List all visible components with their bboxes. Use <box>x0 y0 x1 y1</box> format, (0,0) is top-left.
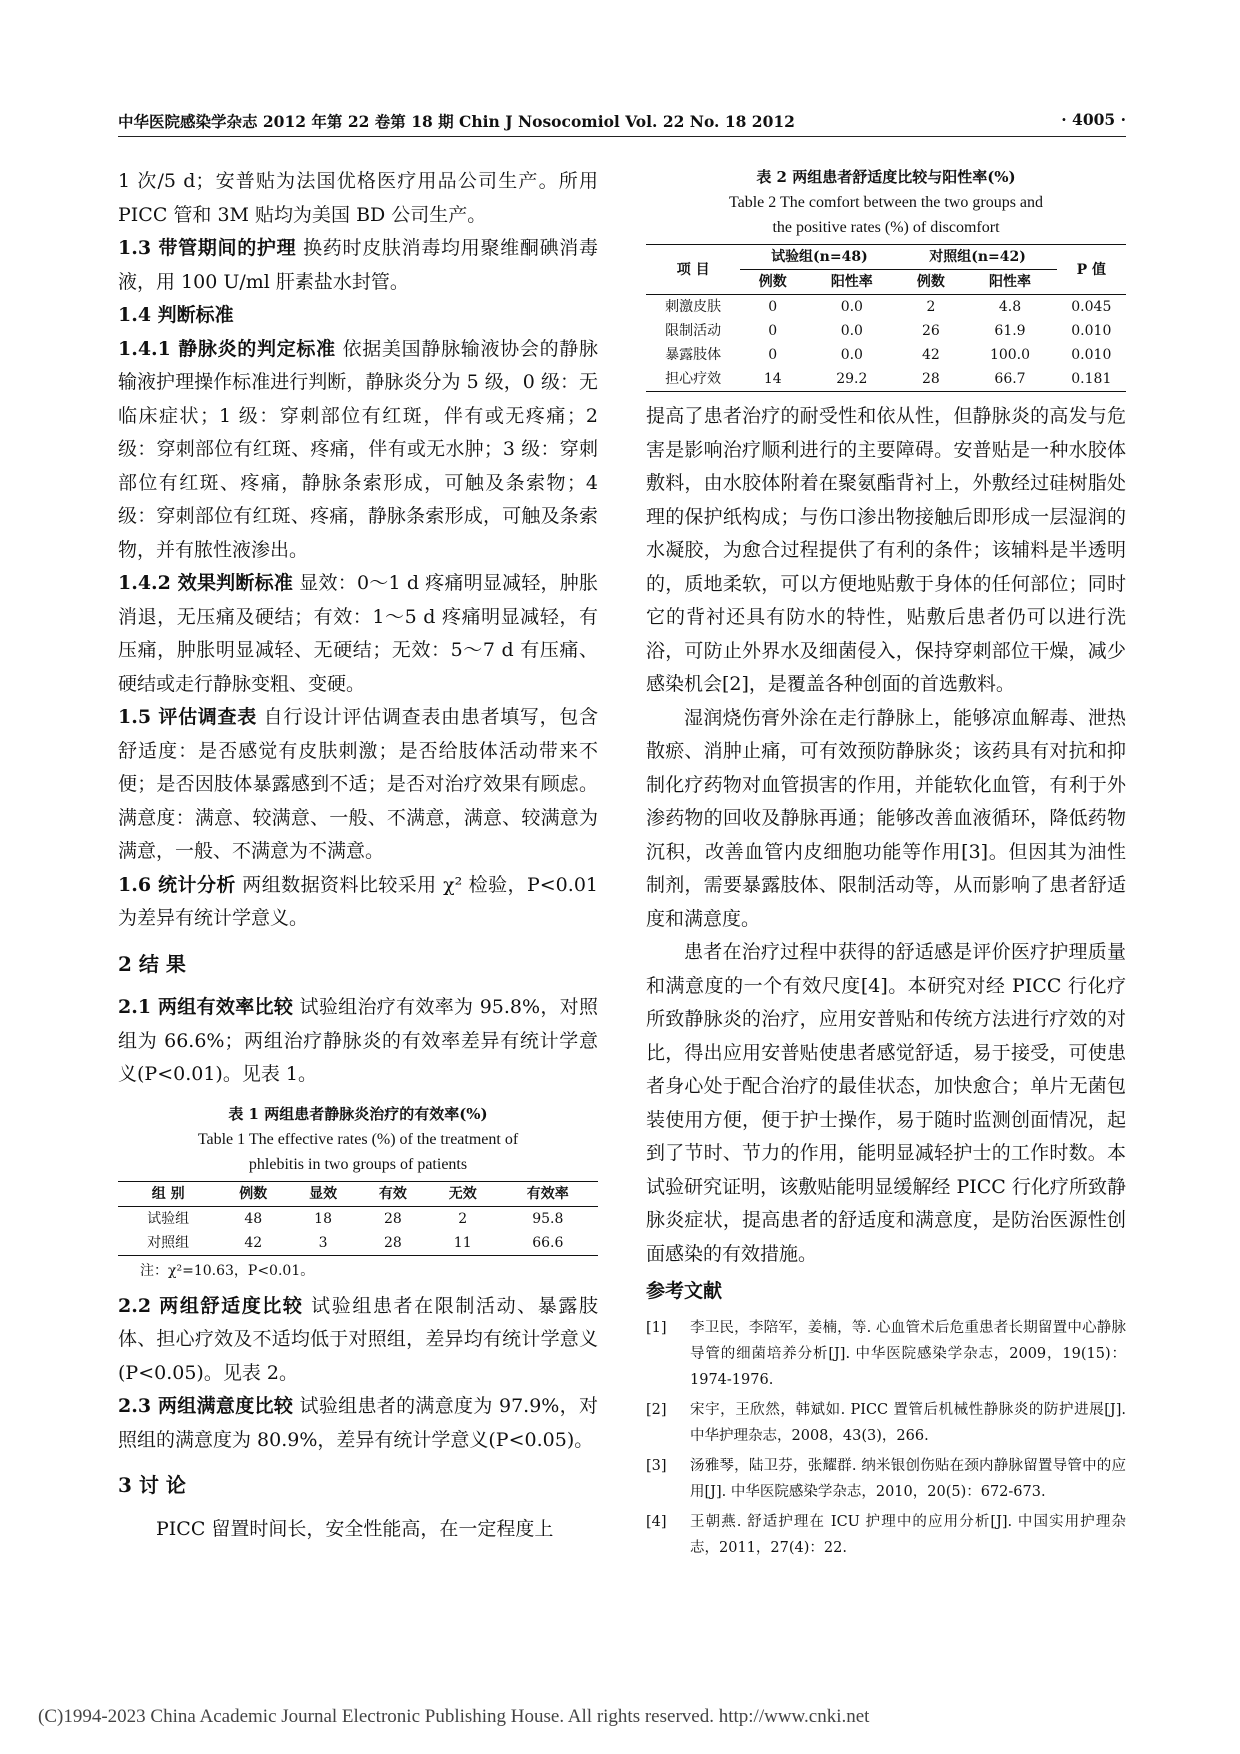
paragraph: 患者在治疗过程中获得的舒适感是评价医疗护理质量和满意度的一个有效尺度[4]。本研究对经 PICC 行化疗所致静脉炎的治疗，应用安普贴和传统方法进行疗效的对比，得出应用安普贴使患者感觉舒适，易于接受，可使患者身心处于配合治疗的最佳状态，加快愈合；单片无菌包装使用方便，便于护士操作，易于随时监测创面情况，起到了节时、节力的作用，能明显减轻护士的工作时数。本试验研究证明，该敷贴能明显缓解经 PICC 行化疗所致静脉炎症状，提高患者的舒适度和满意度，是防治医源性创面感染的有效措施。 <box>646 941 1126 1265</box>
section-text: 试验组患者的满意度为 97.9%，对照组的满意度为 80.9%，差异有统计学意义(P<0.05)。 <box>118 1395 598 1451</box>
column-header: 阳性率 <box>805 270 898 295</box>
table-cell: 66.7 <box>963 367 1056 392</box>
table-cell: 4.8 <box>998 299 1022 315</box>
reference-item <box>646 1315 1126 1393</box>
table-2 <box>646 165 1126 392</box>
column-header: 阳性率 <box>963 270 1056 295</box>
table-cell: 100.0 <box>989 347 1031 363</box>
paragraph: PICC 留置时间长，安全性能高，在一定程度上 <box>156 1517 554 1540</box>
reference-item <box>646 1453 1126 1505</box>
reference-number: [3] <box>646 1457 667 1474</box>
table-cell: 0.0 <box>840 347 863 363</box>
paragraph: 1 次/5 d；安普贴为法国优格医疗用品公司生产。所用 PICC 管和 3M 贴均为美国 BD 公司生产。 <box>118 170 598 226</box>
section-1-3 <box>118 232 598 299</box>
table-cell: 3 <box>288 1231 358 1256</box>
section-title: 2.2 两组舒适度比较 <box>118 1294 304 1317</box>
section-2-2 <box>118 1290 598 1391</box>
paragraph: 提高了患者治疗的耐受性和依从性，但静脉炎的高发与危害是影响治疗顺利进行的主要障碍。安普贴是一种水胶体敷料，由水胶体附着在聚氨酯背衬上，外敷经过硅树脂处理的保护纸构成；与伤口渗出物接触后即形成一层湿润的水凝胶，为愈合过程提供了有利的条件；该辅料是半透明的，质地柔软，可以方便地贴敷于身体的任何部位；同时它的背衬还具有防水的特性，贴敷后患者仍可以进行洗浴，可防止外界水及细菌侵入，保持穿刺部位干燥，减少感染机会[2]，是覆盖各种创面的首选敷料。 <box>646 405 1126 695</box>
table-cell: 0.0 <box>840 323 863 339</box>
column-header: 显效 <box>288 1181 358 1206</box>
column-header: 例数 <box>218 1181 288 1206</box>
table-cell: 29.2 <box>805 367 898 392</box>
table-row <box>118 1206 598 1231</box>
section-title: 2.1 两组有效率比较 <box>118 996 294 1018</box>
section-2-3 <box>118 1390 598 1457</box>
table-cell: 对照组 <box>118 1231 218 1256</box>
table-cell: 0.045 <box>1071 299 1112 315</box>
table-row <box>646 319 1126 343</box>
column-header: 有效 <box>358 1181 428 1206</box>
table-cell: 42 <box>218 1231 288 1256</box>
table-cell: 26 <box>921 323 940 339</box>
reference-list <box>646 1315 1126 1561</box>
page-number: · 4005 · <box>1061 110 1126 129</box>
section-title: 1.5 评估调查表 <box>118 706 257 728</box>
column-header: 无效 <box>428 1181 498 1206</box>
copyright-footer: (C)1994-2023 China Academic Journal Electronic Publishing House. All rights reserved. http://www.cnki.net <box>38 1706 870 1727</box>
reference-text: 汤雅琴，陆卫芬，张耀群. 纳米银创伤贴在颈内静脉留置导管中的应用[J]. 中华医院感染学杂志，2010，20(5)：672-673. <box>690 1457 1126 1500</box>
table-1-caption-en-2: phlebitis in two groups of patients <box>248 1155 468 1173</box>
section-1-4-1 <box>118 333 598 568</box>
table-cell: 61.9 <box>994 323 1026 339</box>
section-text: 试验组患者在限制活动、暴露肢体、担心疗效及不适均低于对照组，差异均有统计学意义(P<0.05)。见表 2。 <box>118 1294 598 1384</box>
table-row <box>646 367 1126 392</box>
table-cell: 0 <box>768 347 778 363</box>
table-row <box>646 295 1126 320</box>
table-cell: 担心疗效 <box>646 367 740 392</box>
table-cell: 0 <box>768 299 778 315</box>
reference-number: [2] <box>646 1401 667 1418</box>
table-2-caption-en: Table 2 The comfort between the two groups and <box>728 194 1044 211</box>
reference-number: [4] <box>646 1513 667 1530</box>
section-title: 2.3 两组满意度比较 <box>118 1395 294 1417</box>
table-1-grid <box>118 1181 598 1256</box>
table-cell: 11 <box>428 1231 498 1256</box>
table-2-grid <box>646 244 1126 392</box>
table-cell: 暴露肢体 <box>665 347 722 363</box>
table-cell: 0.0 <box>840 299 863 315</box>
section-1-4-2 <box>118 567 598 701</box>
section-title: 1.3 带管期间的护理 <box>118 237 297 259</box>
section-text: 换药时皮肤消毒均用聚维酮碘消毒液，用 100 U/ml 肝素盐水封管。 <box>118 237 599 293</box>
column-header: 项 目 <box>646 245 740 295</box>
table-cell: 试验组 <box>147 1210 190 1227</box>
reference-text: 李卫民，李陪军，姜楠，等. 心血管术后危重患者长期留置中心静脉导管的细菌培养分析[J]. 中华医院感染学杂志，2009，19(15)：1974-1976. <box>690 1319 1126 1388</box>
table-cell: 0.010 <box>1071 323 1112 339</box>
table-cell: 2 <box>926 299 936 315</box>
section-2-1 <box>118 991 598 1092</box>
section-1-4-title: 1.4 判断标准 <box>118 304 234 326</box>
table-1-caption-en: Table 1 The effective rates (%) of the treatment of <box>197 1130 519 1148</box>
section-1-5 <box>118 701 598 869</box>
table-cell: 28 <box>358 1231 428 1256</box>
table-cell: 0.010 <box>1071 347 1112 363</box>
column-header: P 值 <box>1057 245 1126 295</box>
section-1-6 <box>118 869 598 936</box>
section-title: 1.4.1 静脉炎的判定标准 <box>118 337 336 360</box>
table-cell: 0 <box>768 323 778 339</box>
column-header: 例数 <box>898 270 963 295</box>
results-heading: 2 结 果 <box>118 951 186 976</box>
table-2-caption-en-2: the positive rates (%) of discomfort <box>772 219 1000 236</box>
reference-text: 宋宇，王欣然，韩斌如. PICC 置管后机械性静脉炎的防护进展[J]. 中华护理杂志，2008，43(3)，266. <box>690 1401 1126 1444</box>
table-cell: 限制活动 <box>665 323 722 339</box>
table-cell: 18 <box>314 1210 332 1227</box>
reference-text: 王朝燕. 舒适护理在 ICU 护理中的应用分析[J]. 中国实用护理杂志，2011，27(4)：22. <box>690 1513 1126 1556</box>
discussion-heading: 3 讨 论 <box>118 1473 186 1497</box>
table-cell: 刺激皮肤 <box>665 299 722 315</box>
section-title: 1.4.2 效果判断标准 <box>118 572 294 594</box>
reference-number: [1] <box>646 1319 667 1336</box>
table-cell: 95.8 <box>532 1210 564 1227</box>
column-header: 对照组(n=42) <box>898 245 1056 270</box>
reference-item <box>646 1509 1126 1561</box>
table-cell: 28 <box>383 1210 402 1227</box>
section-text: 两组数据资料比较采用 χ² 检验，P<0.01 为差异有统计学意义。 <box>118 873 598 929</box>
column-header: 试验组(n=48) <box>740 245 898 270</box>
section-title: 1.6 统计分析 <box>118 873 236 896</box>
table-cell: 28 <box>898 367 963 392</box>
table-row <box>646 343 1126 367</box>
reference-item <box>646 1397 1126 1449</box>
table-row <box>118 1231 598 1256</box>
table-cell: 14 <box>740 367 805 392</box>
column-header: 例数 <box>740 270 805 295</box>
journal-info: 中华医院感染学杂志 2012 年第 22 卷第 18 期 Chin J Nosocomiol Vol. 22 No. 18 2012 <box>118 112 795 131</box>
table-2-caption-cn: 表 2 两组患者舒适度比较与阳性率(%) <box>756 168 1016 186</box>
section-text: 依据美国静脉输液协会的静脉输液护理操作标准进行判断，静脉炎分为 5 级，0 级：无临床症状；1 级：穿刺部位有红斑，伴有或无疼痛；2 级：穿刺部位有红斑、疼痛，伴有或无水肿；3 级：穿刺部位有红斑、疼痛，静脉条索形成，可触及条索物；4 级：穿刺部位有红斑、疼痛，静脉条索形成，可触及条索物，并有脓性液渗出。 <box>118 337 598 561</box>
section-text: 试验组治疗有效率为 95.8%，对照组为 66.6%；两组治疗静脉炎的有效率差异有统计学意义(P<0.01)。见表 1。 <box>118 996 598 1085</box>
references-heading: 参考文献 <box>646 1280 723 1302</box>
column-header: 组 别 <box>118 1181 218 1206</box>
running-header <box>118 108 1126 137</box>
section-text: 自行设计评估调查表由患者填写，包含舒适度：是否感觉有皮肤刺激；是否给肢体活动带来不便；是否因肢体暴露感到不适；是否对治疗效果有顾虑。满意度：满意、较满意、一般、不满意，满意、较满意为满意，一般、不满意为不满意。 <box>118 706 598 862</box>
table-1-note: 注：χ²=10.63，P<0.01。 <box>140 1262 315 1279</box>
left-column <box>118 165 598 1546</box>
table-cell: 2 <box>458 1210 468 1227</box>
section-text: 显效：0～1 d 疼痛明显减轻，肿胀消退，无压痛及硬结；有效：1～5 d 疼痛明显减轻，有压痛，肿胀明显减轻、无硬结；无效：5～7 d 有压痛、硬结或走行静脉变粗、变硬。 <box>118 572 598 695</box>
table-1-caption-cn: 表 1 两组患者静脉炎治疗的有效率(%) <box>228 1104 488 1123</box>
paragraph: 湿润烧伤膏外涂在走行静脉上，能够凉血解毒、泄热散瘀、消肿止痛，可有效预防静脉炎；该药具有对抗和抑制化疗药物对血管损害的作用，并能软化血管，有利于外渗药物的回收及静脉再通；能够改善血液循环，降低药物沉积，改善血管内皮细胞功能等作用[3]。但因其为油性制剂，需要暴露肢体、限制活动等，从而影响了患者舒适度和满意度。 <box>646 706 1126 930</box>
table-cell: 48 <box>244 1210 263 1227</box>
right-column <box>646 165 1126 1565</box>
table-cell: 42 <box>921 347 940 363</box>
table-cell: 66.6 <box>498 1231 598 1256</box>
column-header: 有效率 <box>498 1181 598 1206</box>
table-cell: 0.181 <box>1057 367 1126 392</box>
table-1 <box>118 1102 598 1282</box>
